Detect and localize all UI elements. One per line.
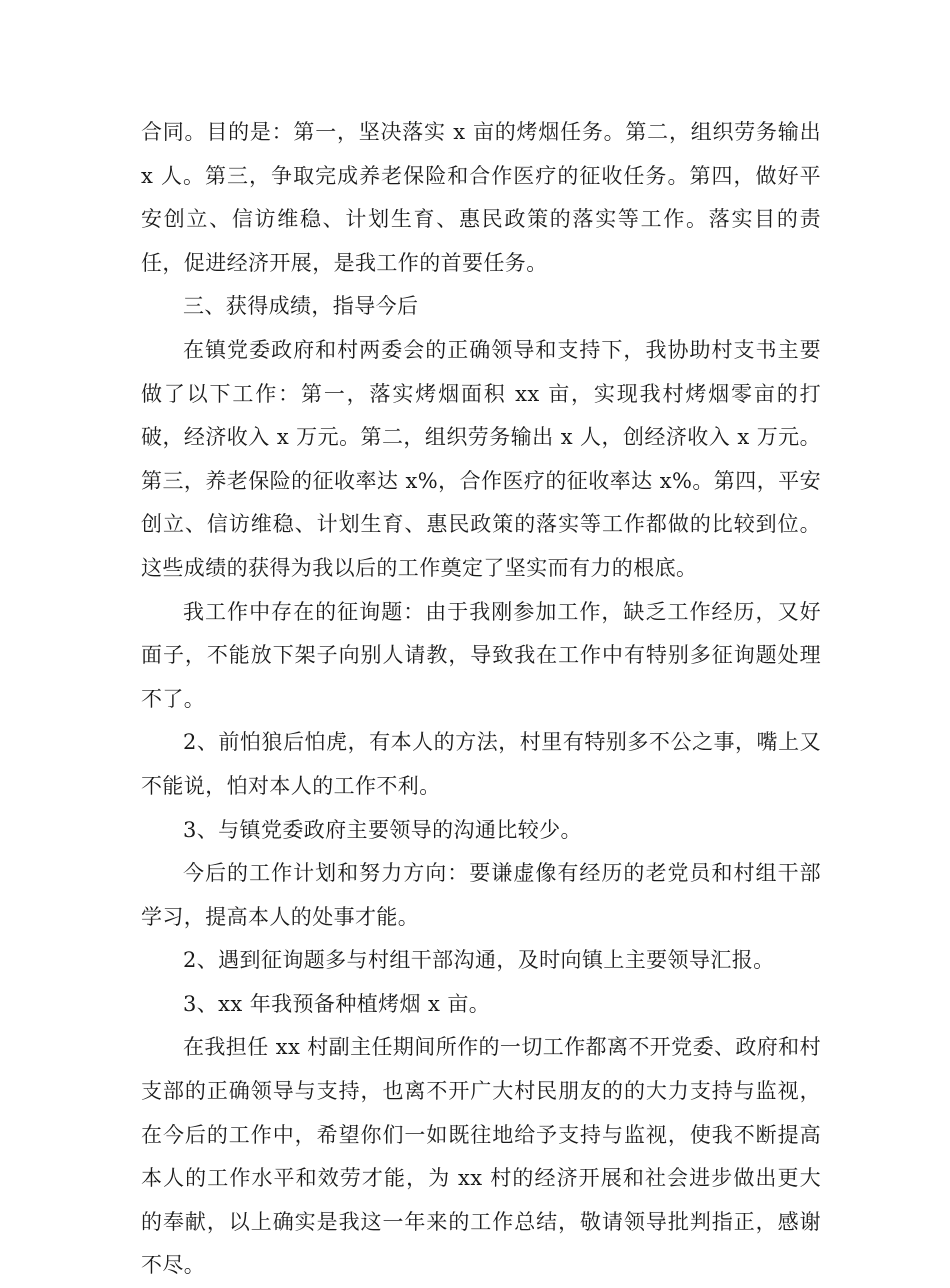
paragraph-contract-goals: 合同。目的是：第一，坚决落实 x 亩的烤烟任务。第二，组织劳务输出 x 人。第三，争取完成养老保险和合作医疗的征收任务。第四，做好平安创立、信访维稳、计划生育、惠民政策的落实等工作。落实目的责任，促进经济开展，是我工作的首要任务。 xyxy=(141,120,821,275)
paragraph-problem-3: 3、与镇党委政府主要领导的沟通比较少。 xyxy=(183,817,582,842)
paragraph-achievements: 在镇党委政府和村两委会的正确领导和支持下，我协助村支书主要做了以下工作：第一，落实烤烟面积 xx 亩，实现我村烤烟零亩的打破，经济收入 x 万元。第二，组织劳务输出 x 人，创经济收入 x 万元。第三，养老保险的征收率达 x%，合作医疗的征收率达 x%。第四，平安创立、信访维稳、计划生育、惠民政策的落实等工作都做的比较到位。这些成绩的获得为我以后的工作奠定了坚实而有力的根底。 xyxy=(141,337,821,580)
paragraph-problem-2: 2、前怕狼后怕虎，有本人的方法，村里有特别多不公之事，嘴上又不能说，怕对本人的工作不利。 xyxy=(141,730,821,798)
paragraph-plan-3: 3、xx 年我预备种植烤烟 x 亩。 xyxy=(183,991,491,1016)
document-body xyxy=(141,111,821,1288)
section-heading-achievements: 三、获得成绩，指导今后 xyxy=(183,294,419,319)
paragraph-future-plan: 今后的工作计划和努力方向：要谦虚像有经历的老党员和村组干部学习，提高本人的处事才能。 xyxy=(141,861,821,929)
paragraph-plan-2: 2、遇到征询题多与村组干部沟通，及时向镇上主要领导汇报。 xyxy=(183,948,775,973)
paragraph-problems: 我工作中存在的征询题：由于我刚参加工作，缺乏工作经历，又好面子，不能放下架子向别人请教，导致我在工作中有特别多征询题处理不了。 xyxy=(141,599,821,711)
paragraph-conclusion: 在我担任 xx 村副主任期间所作的一切工作都离不开党委、政府和村支部的正确领导与支持，也离不开广大村民朋友的的大力支持与监视，在今后的工作中，希望你们一如既往地给予支持与监视，使我不断提高本人的工作水平和效劳才能，为 xx 村的经济开展和社会进步做出更大的奉献，以上确实是我这一年来的工作总结，敬请领导批判指正，感谢不尽。 xyxy=(141,1035,821,1278)
